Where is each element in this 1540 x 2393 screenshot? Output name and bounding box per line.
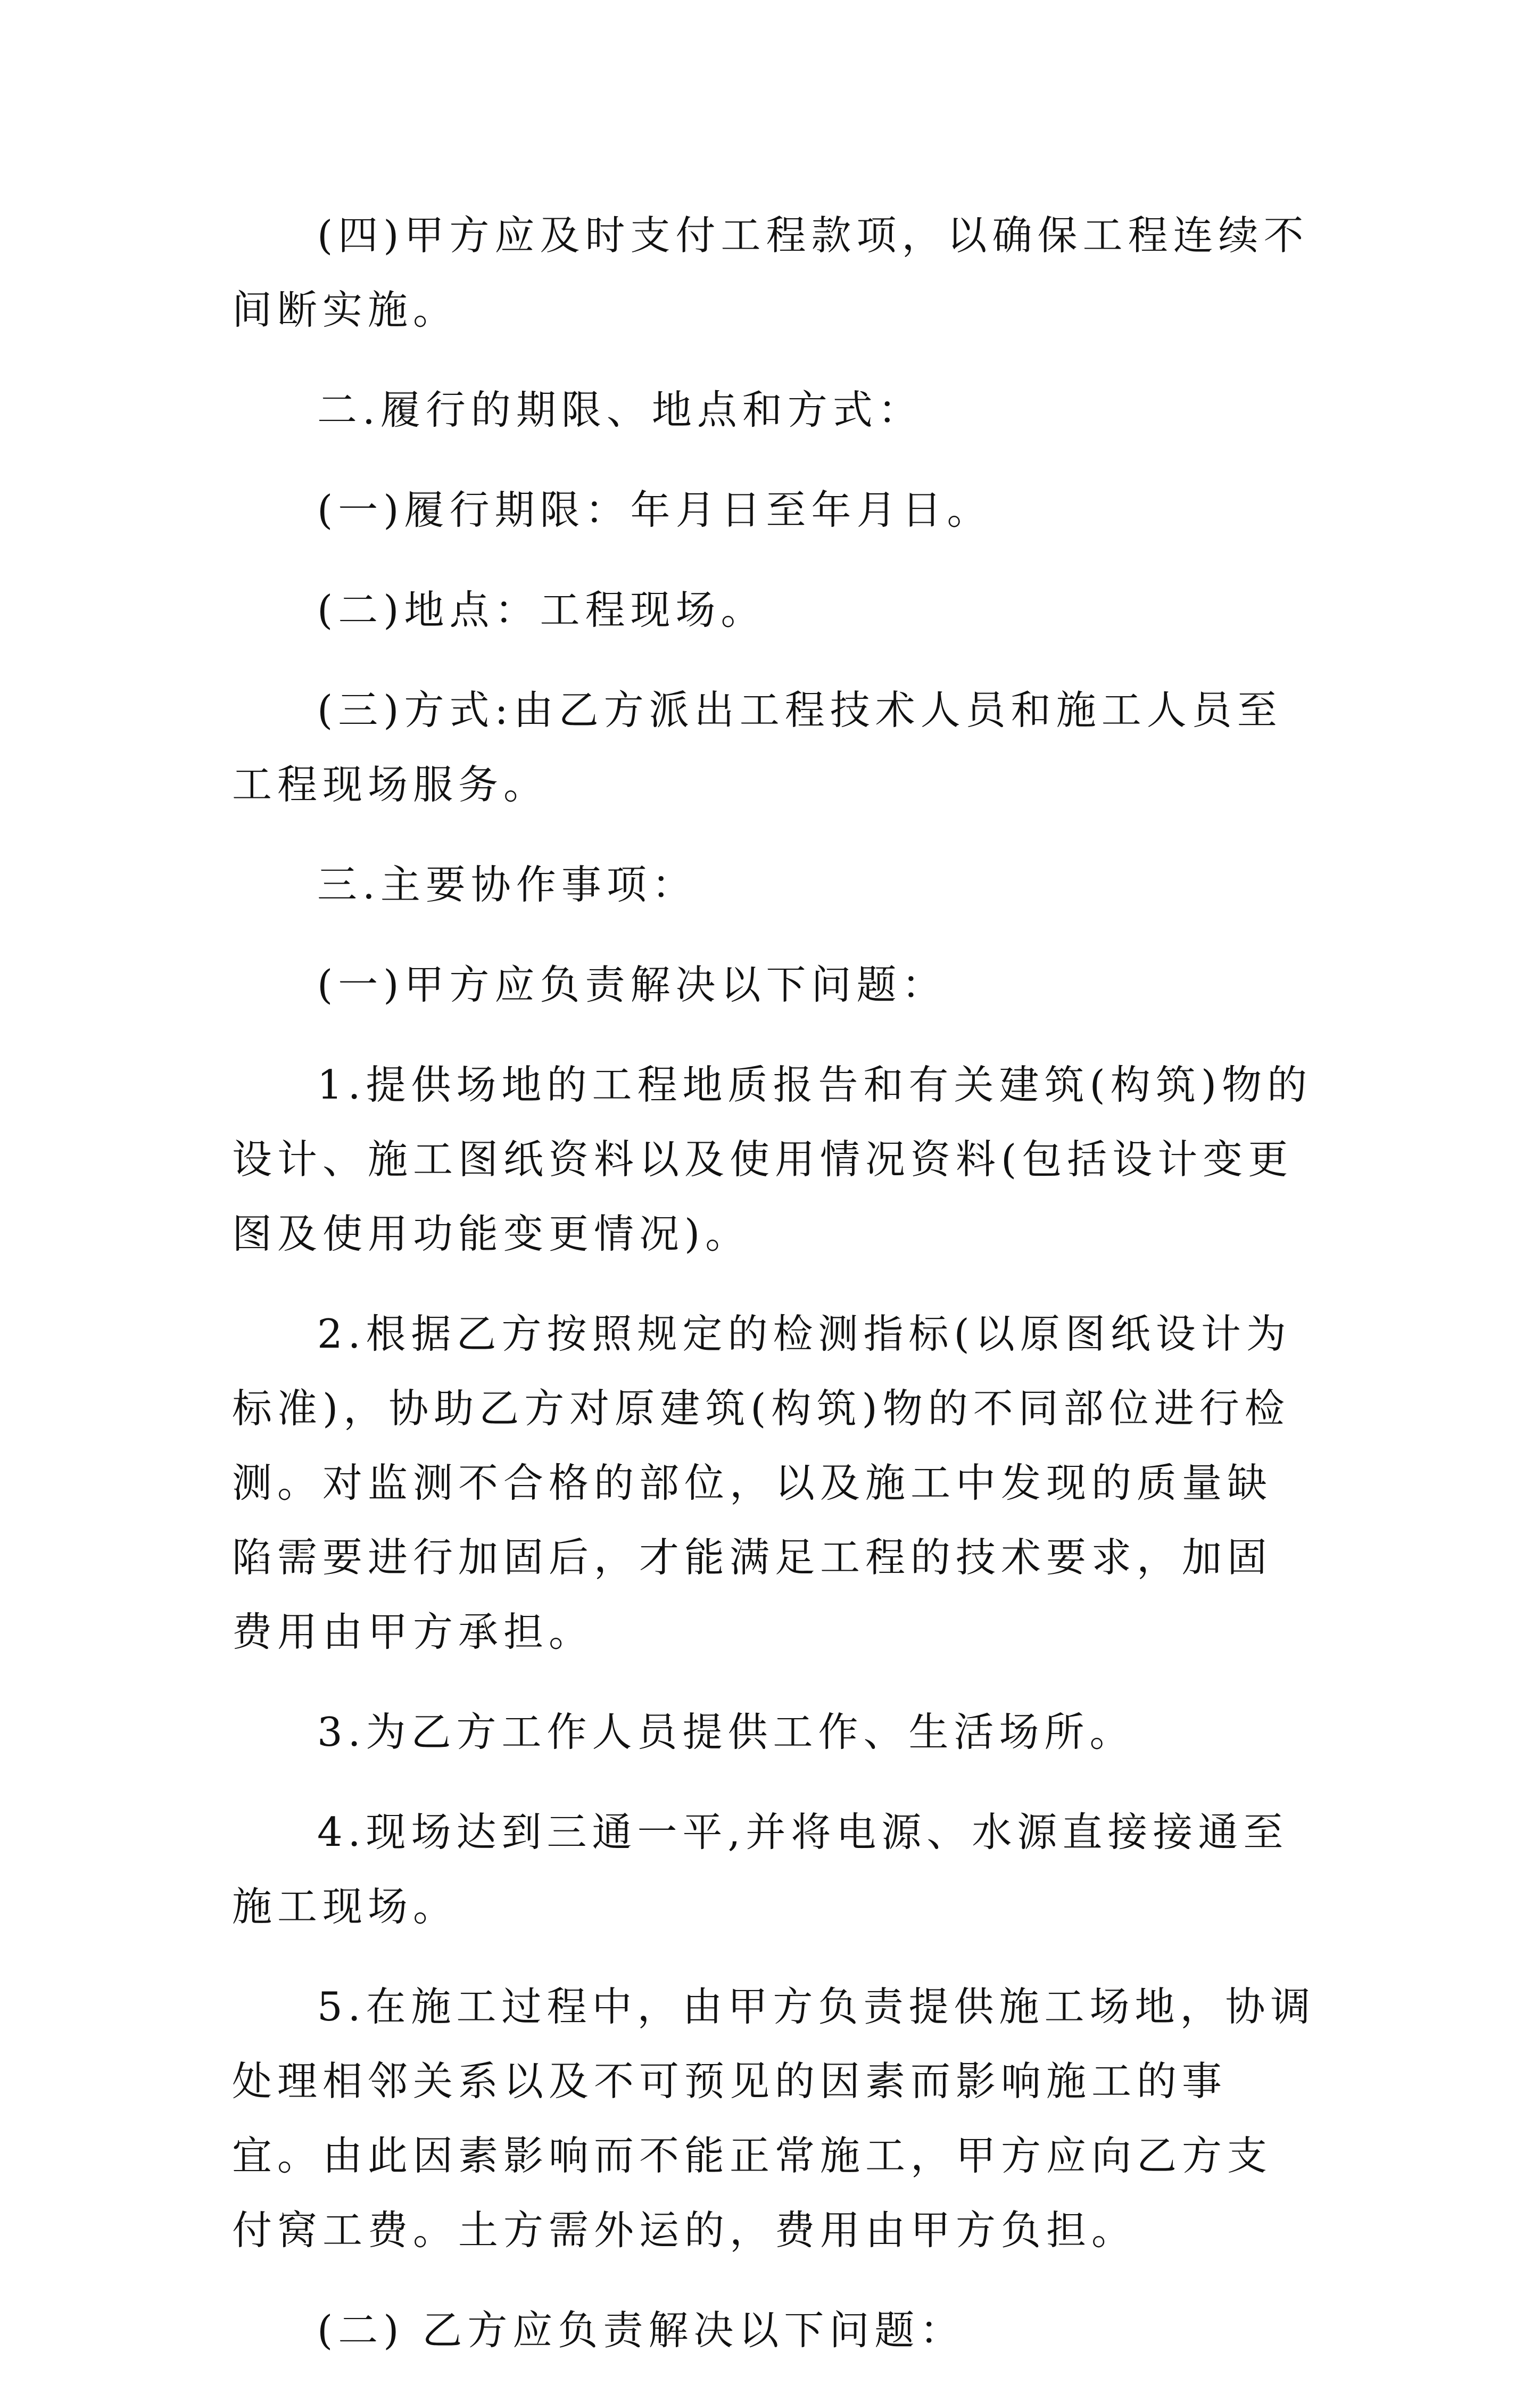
section-heading-performance: 二.履行的期限、地点和方式： [317, 386, 923, 433]
paragraph-location: (二)地点：工程现场。 [317, 587, 766, 633]
list-item-1: 1.提供场地的工程地质报告和有关建筑(构筑)物的设计、施工图纸资料以及使用情况资料(包括设计变更图及使用功能变更情况)。 [232, 1061, 1313, 1257]
list-item-5: 5.在施工过程中，由甲方负责提供施工场地，协调处理相邻关系以及不可预见的因素而影响施工的事宜。由此因素影响而不能正常施工，甲方应向乙方支付窝工费。土方需外运的，费用由甲方负担。 [232, 1983, 1316, 2254]
subheading-party-b-duties: (二) 乙方应负责解决以下问题： [317, 2307, 965, 2354]
list-item-3: 3.为乙方工作人员提供工作、生活场所。 [317, 1709, 1135, 1755]
section-heading-cooperation: 三.主要协作事项： [317, 861, 697, 908]
paragraph-performance-period: (一)履行期限：年月日至年月日。 [317, 486, 992, 533]
list-item-4: 4.现场达到三通一平,并将电源、水源直接接通至施工现场。 [232, 1809, 1289, 1930]
document-body [232, 198, 1317, 2393]
list-item-2: 2.根据乙方按照规定的检测指标(以原图纸设计为标准)，协助乙方对原建筑(构筑)物的不同部位进行检测。对监测不合格的部位，以及施工中发现的质量缺陷需要进行加固后，才能满足工程的技术要求，加固费用由甲方承担。 [232, 1310, 1291, 1655]
subheading-party-a-duties: (一)甲方应负责解决以下问题： [317, 961, 947, 1008]
paragraph-method: (三)方式:由乙方派出工程技术人员和施工人员至工程现场服务。 [232, 687, 1282, 808]
paragraph-payment-obligation: (四)甲方应及时支付工程款项，以确保工程连续不间断实施。 [232, 212, 1309, 333]
